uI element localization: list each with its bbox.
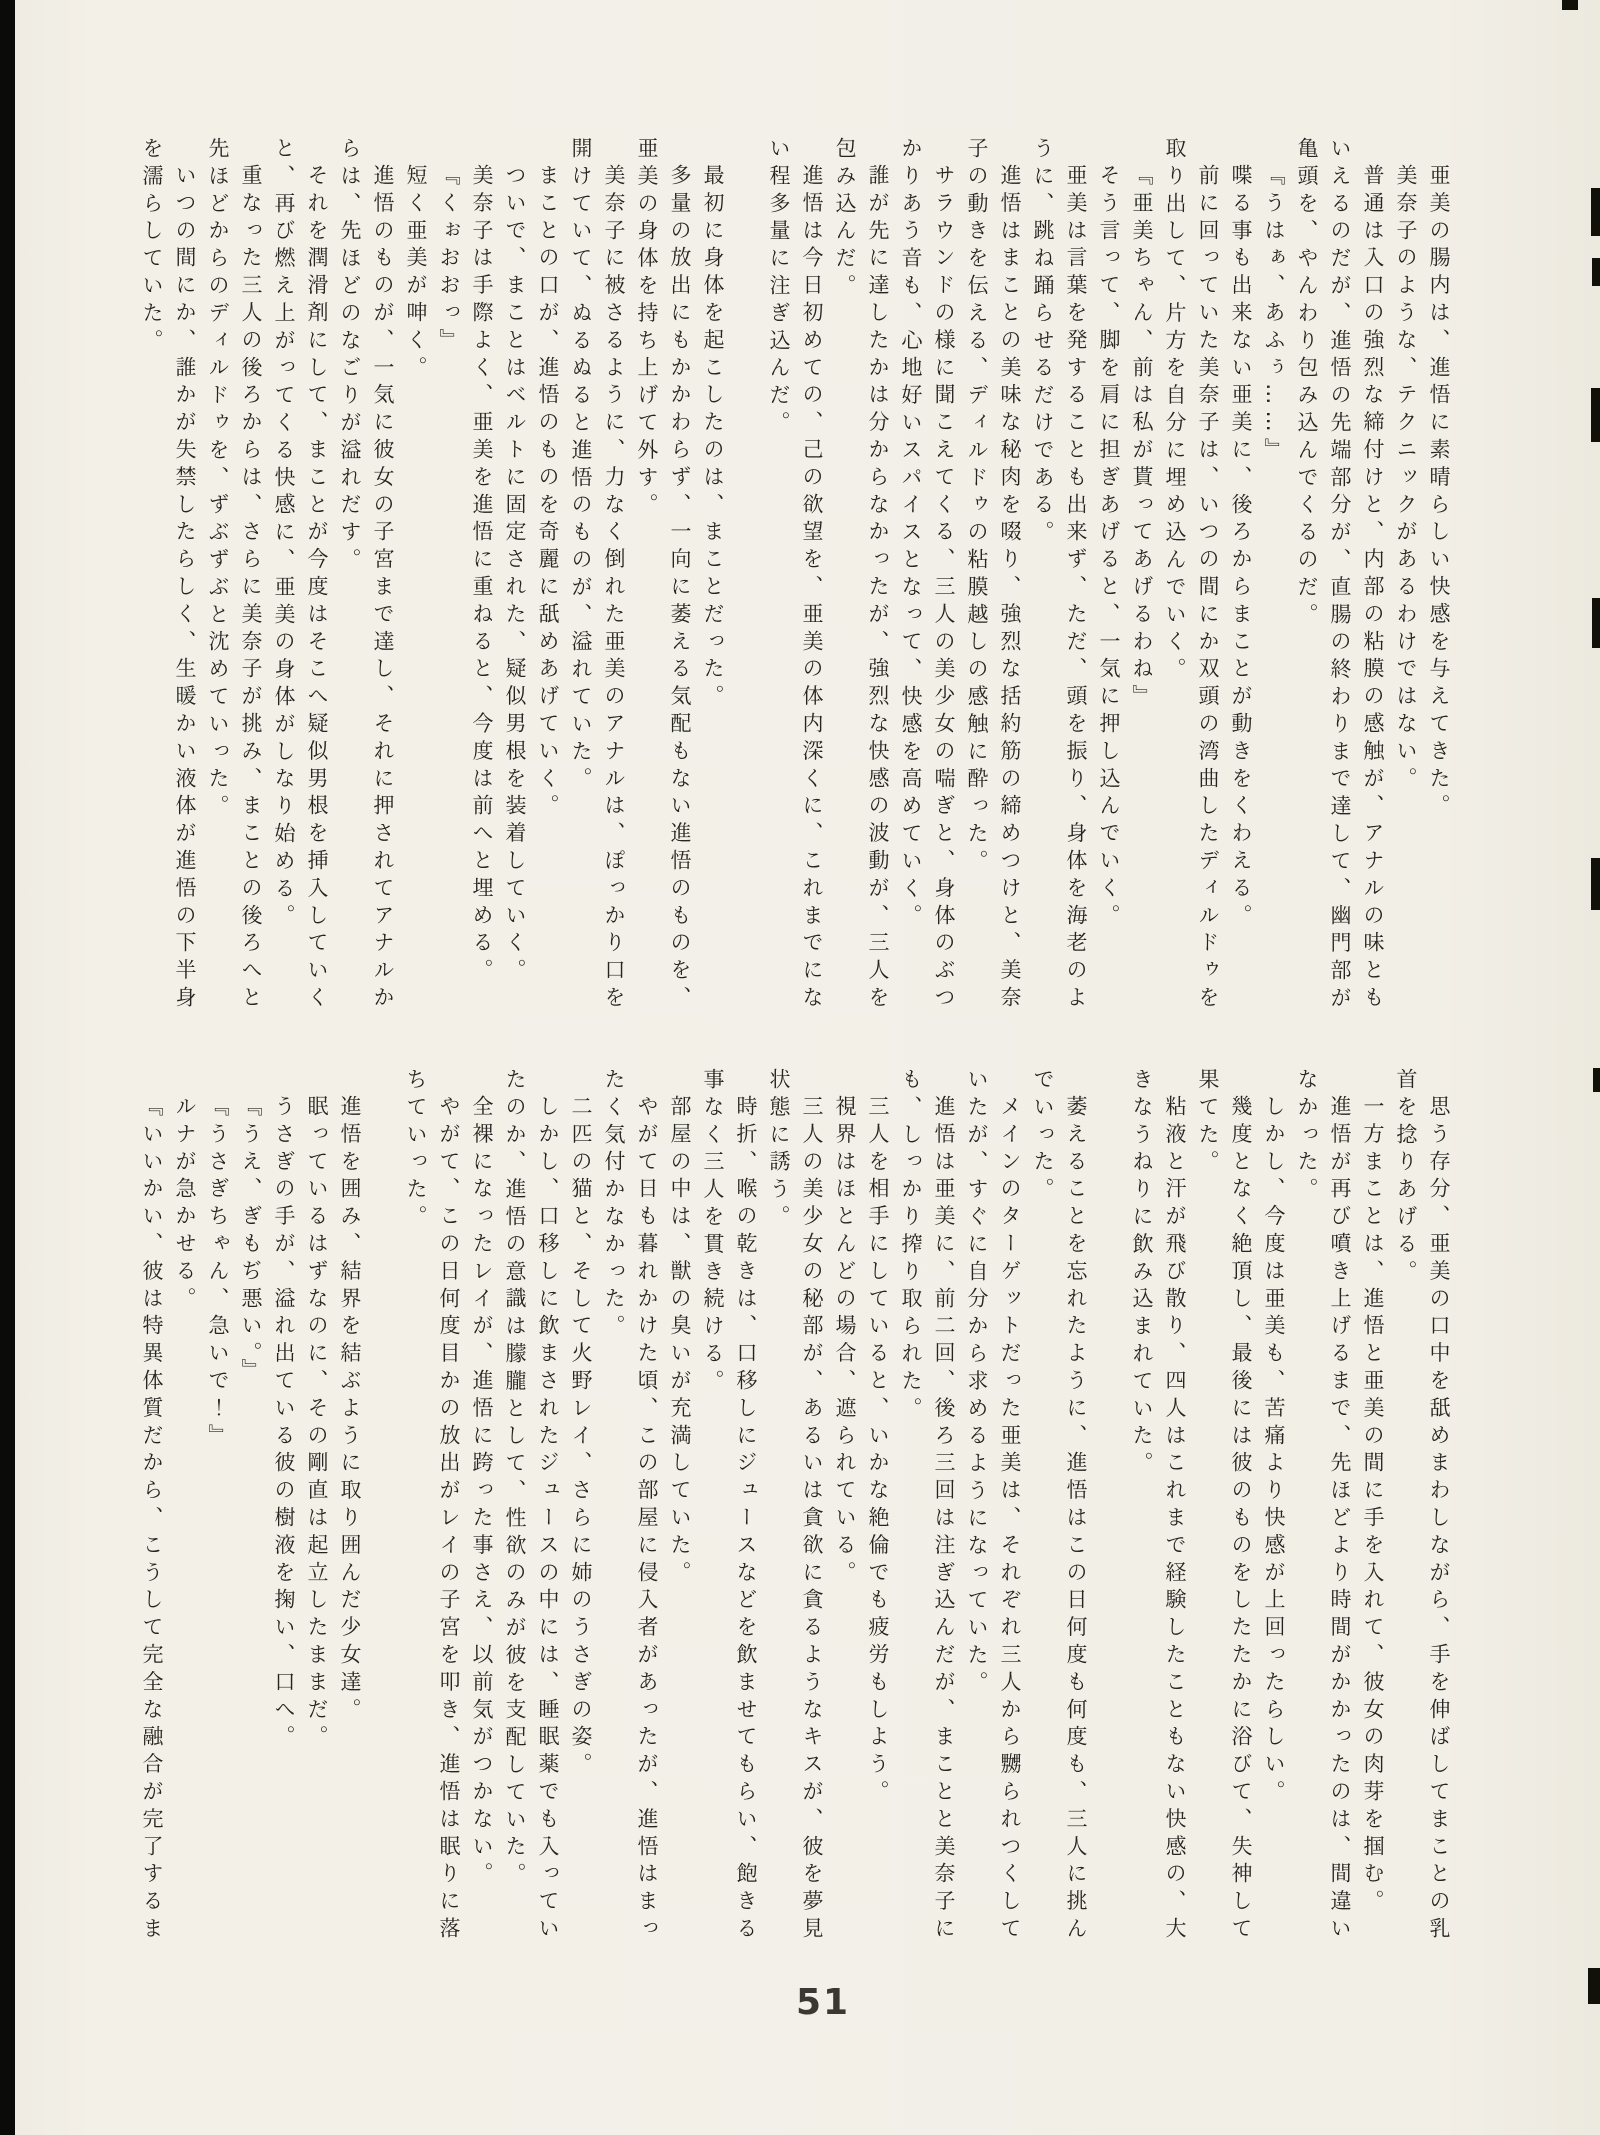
text-line: 思う存分、亜美の口中を舐めまわしながら、手を伸ばしてまことの乳首を捻りあげる。	[1394, 1068, 1451, 1945]
text-line: そう言って、脚を肩に担ぎあげると、一気に押し込んでいく。	[1097, 164, 1121, 932]
text-line: メインのターゲットだった亜美は、それぞれ三人から嬲られつくしていたが、すぐに自分から求めるようになっていた。	[965, 1068, 1022, 1945]
text-line: しかし、今度は亜美も、苦痛より快感が上回ったらしい。	[1262, 1095, 1286, 1808]
text-line: 『亜美ちゃん、前は私が貰ってあげるわね』	[1130, 164, 1154, 712]
text-line: 美奈子のような、テクニックがあるわけではない。	[1394, 164, 1418, 795]
scan-artifact	[1562, 0, 1578, 10]
blank-line	[1092, 1068, 1125, 1946]
scan-artifact	[1588, 1968, 1600, 2004]
scan-artifact	[1591, 188, 1600, 236]
scan-artifact	[1591, 858, 1600, 910]
blank-line	[729, 137, 762, 1015]
text-line: うさぎの手が、溢れ出ている彼の樹液を掬い、口へ。	[272, 1095, 296, 1753]
text-line: 前に回っていた美奈子は、いつの間にか双頭の湾曲したディルドゥを取り出して、片方を自分に埋め込んでいく。	[1163, 137, 1220, 1014]
text-line: やがて日も暮れかけた頃、この部屋に侵入者があったが、進悟はまったく気付かなかった。	[602, 1068, 659, 1945]
text-line: 進悟が再び噴き上げるまで、先ほどより時間がかかったのは、間違いなかった。	[1295, 1068, 1352, 1945]
text-line: 『うえ、ぎもぢ悪い。』	[239, 1095, 263, 1386]
text-line: 進悟のものが、一気に彼女の子宮まで達し、それに押されてアナルからは、先ほどのなごりが溢れだす。	[338, 137, 395, 1014]
text-line: 幾度となく絶頂し、最後には彼のものをしたたかに浴びて、失神して果てた。	[1196, 1068, 1253, 1945]
text-line: しかし、口移しに飲まされたジュースの中には、睡眠薬でも入っていたのか、進悟の意識は朦朧として、性欲のみが彼を支配していた。	[503, 1068, 560, 1945]
page-number: 51	[796, 1982, 851, 2023]
text-line: 一方まことは、進悟と亜美の間に手を入れて、彼女の肉芽を掴む。	[1361, 1095, 1385, 1917]
text-line: ついで、まことはベルトに固定された、疑似男根を装着していく。	[503, 164, 527, 986]
text-line: 誰が先に達したかは分からなかったが、強烈な快感の波動が、三人を包み込んだ。	[833, 137, 890, 1014]
text-line: 『いいかい、彼は特異体質だから、こうして完全な融合が完了するま	[140, 1095, 164, 1945]
text-line: 美奈子に被さるように、力なく倒れた亜美のアナルは、ぽっかり口を開けていて、ぬるぬると進悟のものが、溢れていた。	[569, 137, 626, 1014]
text-line: 『くぉおおっ』	[437, 164, 461, 356]
text-line: まことの口が、進悟のものを奇麗に舐めあげていく。	[536, 164, 560, 822]
text-line: 重なった三人の後ろからは、さらに美奈子が挑み、まことの後ろへと先ほどからのディルドゥを、ずぶずぶと沈めていった。	[206, 137, 263, 1014]
scan-artifact	[1591, 388, 1600, 442]
scan-artifact	[1592, 258, 1600, 286]
text-line: それを潤滑剤にして、まことが今度はそこへ疑似男根を挿入していくと、再び燃え上がってくる快感に、亜美の身体がしなり始める。	[272, 137, 329, 1014]
text-line: 三人を相手にしていると、いかな絶倫でも疲労もしよう。	[866, 1095, 890, 1808]
scan-artifact	[1593, 1068, 1600, 1092]
text-line: ルナが急かせる。	[173, 1095, 197, 1315]
text-line: サラウンドの様に聞こえてくる、三人の美少女の喘ぎと、身体のぶつかりあう音も、心地好いスパイスとなって、快感を高めていく。	[899, 137, 956, 1014]
text-line: 普通は入口の強烈な締付けと、内部の粘膜の感触が、アナルの味ともいえるのだが、進悟の先端部分が、直腸の終わりまで達して、幽門部が亀頭を、やんわり包み込んでくるのだ。	[1295, 137, 1385, 1014]
text-line: 粘液と汗が飛び散り、四人はこれまで経験したこともない快感の、大きなうねりに飲み込まれていた。	[1130, 1068, 1187, 1945]
text-line: 三人の美少女の秘部が、あるいは貪欲に貪るようなキスが、彼を夢見状態に誘う。	[767, 1068, 824, 1945]
text-line: 亜美は言葉を発することも出来ず、ただ、頭を振り、身体を海老のように、跳ね踊らせるだけである。	[1031, 137, 1088, 1014]
text-line: 全裸になったレイが、進悟に跨った事さえ、以前気がつかない。	[470, 1095, 494, 1890]
text-line: 『うさぎちゃん、急いで！』	[206, 1095, 230, 1452]
text-line: 美奈子は手際よく、亜美を進悟に重ねると、今度は前へと埋める。	[470, 164, 494, 986]
text-line: 眠っているはずなのに、その剛直は起立したままだ。	[305, 1095, 329, 1753]
left-edge-scan-bar	[0, 0, 15, 2135]
text-line: 部屋の中は、獣の臭いが充満していた。	[668, 1095, 692, 1589]
scan-artifact	[1592, 598, 1600, 648]
top-text-block	[135, 137, 1455, 1015]
text-line: 時折、喉の乾きは、口移しにジュースなどを飲ませてもらい、飽きる事なく三人を貫き続ける。	[701, 1068, 758, 1945]
text-line: やがて、この日何度目かの放出がレイの子宮を叩き、進悟は眠りに落ちていった。	[404, 1068, 461, 1945]
text-line: 多量の放出にもかかわらず、一向に萎える気配もない進悟のものを、亜美の身体を持ち上げて外す。	[635, 137, 692, 1014]
text-line: 『うはぁ、あふぅ……』	[1262, 164, 1286, 466]
text-line: 亜美の腸内は、進悟に素晴らしい快感を与えてきた。	[1427, 164, 1451, 822]
text-line: 二匹の猫と、そして火野レイ、さらに姉のうさぎの姿。	[569, 1095, 593, 1780]
text-line: 進悟は今日初めての、己の欲望を、亜美の体内深くに、これまでにない程多量に注ぎ込んだ。	[767, 137, 824, 1014]
text-line: 視界はほとんどの場合、遮られている。	[833, 1095, 857, 1589]
text-line: 萎えることを忘れたように、進悟はこの日何度も何度も、三人に挑んでいった。	[1031, 1068, 1088, 1945]
text-line: 進悟は亜美に、前二回、後ろ三回は注ぎ込んだが、まことと美奈子にも、しっかり搾り取られた。	[899, 1068, 956, 1945]
text-line: 最初に身体を起こしたのは、まことだった。	[701, 164, 725, 712]
text-line: 進悟はまことの美味な秘肉を啜り、強烈な括約筋の締めつけと、美奈子の動きを伝える、ディルドゥの粘膜越しの感触に酔った。	[965, 137, 1022, 1014]
blank-line	[366, 1068, 399, 1946]
text-line: 喋る事も出来ない亜美に、後ろからまことが動きをくわえる。	[1229, 164, 1253, 932]
text-line: 進悟を囲み、結界を結ぶように取り囲んだ少女達。	[338, 1095, 362, 1726]
bottom-text-block	[135, 1068, 1455, 1946]
text-line: 短く亜美が呻く。	[404, 164, 428, 384]
text-line: いつの間にか、誰かが失禁したらしく、生暖かい液体が進悟の下半身を濡らしていた。	[140, 137, 197, 1014]
